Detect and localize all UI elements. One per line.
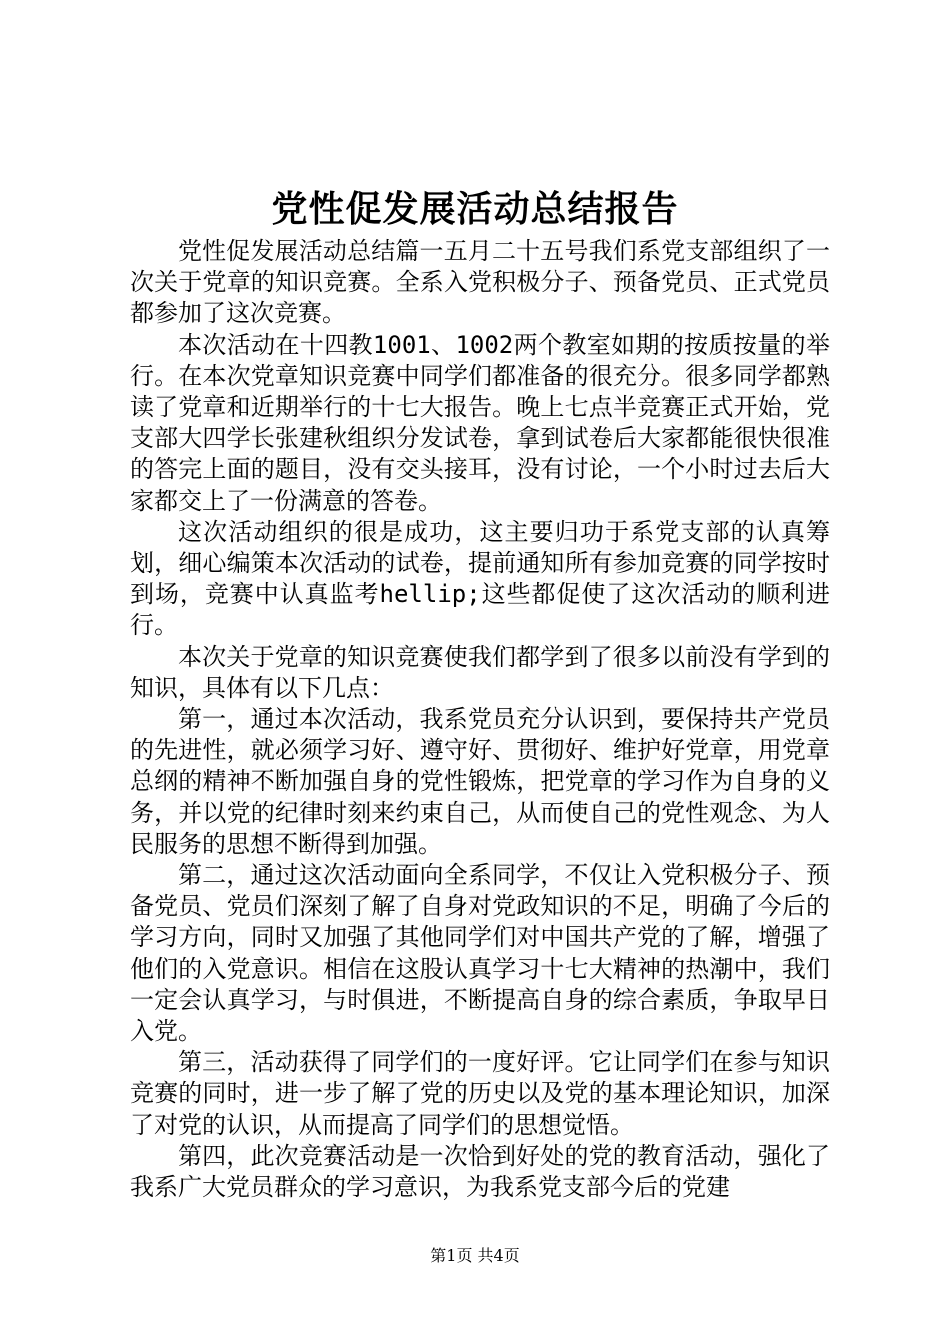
- document-title: 党性促发展活动总结报告: [271, 188, 679, 230]
- paragraph-2: 本次活动在十四教1001、1002两个教室如期的按质按量的举行。在本次党章知识竞赛中同学们都准备的很充分。很多同学都熟读了党章和近期举行的十七大报告。晚上七点半竞赛正式开始，党支部大四学长张建秋组织分发试卷，拿到试卷后大家都能很快很准的答完上面的题目，没有交头接耳，没有讨论，一个小时过去后大家都交上了一份满意的答卷。: [130, 330, 830, 515]
- page-footer: 第1页 共4页: [430, 1246, 520, 1265]
- paragraph-5: 第一，通过本次活动，我系党员充分认识到，要保持共产党员的先进性，就必须学习好、遵守好、贯彻好、维护好党章，用党章总纲的精神不断加强自身的党性锻炼，把党章的学习作为自身的义务，并以党的纪律时刻来约束自己，从而使自己的党性观念、为人民服务的思想不断得到加强。: [130, 705, 830, 858]
- document-body: [130, 236, 830, 1203]
- paragraph-8: 第四，此次竞赛活动是一次恰到好处的党的教育活动，强化了我系广大党员群众的学习意识，为我系党支部今后的党建: [130, 1141, 830, 1202]
- paragraph-4: 本次关于党章的知识竞赛使我们都学到了很多以前没有学到的知识，具体有以下几点：: [130, 642, 830, 702]
- paragraph-6: 第二，通过这次活动面向全系同学，不仅让入党积极分子、预备党员、党员们深刻了解了自身对党政知识的不足，明确了今后的学习方向，同时又加强了其他同学们对中国共产党的了解，增强了他们的入党意识。相信在这股认真学习十七大精神的热潮中，我们一定会认真学习，与时俱进，不断提高自身的综合素质，争取早日入党。: [130, 861, 830, 1046]
- paragraph-3: 这次活动组织的很是成功，这主要归功于系党支部的认真筹划，细心编策本次活动的试卷，提前通知所有参加竞赛的同学按时到场，竞赛中认真监考hellip;这些都促使了这次活动的顺利进行。: [130, 517, 830, 640]
- paragraph-1: 党性促发展活动总结篇一五月二十五号我们系党支部组织了一次关于党章的知识竞赛。全系入党积极分子、预备党员、正式党员都参加了这次竞赛。: [130, 237, 830, 328]
- paragraph-7: 第三，活动获得了同学们的一度好评。它让同学们在参与知识竞赛的同时，进一步了解了党的历史以及党的基本理论知识，加深了对党的认识，从而提高了同学们的思想觉悟。: [130, 1048, 830, 1139]
